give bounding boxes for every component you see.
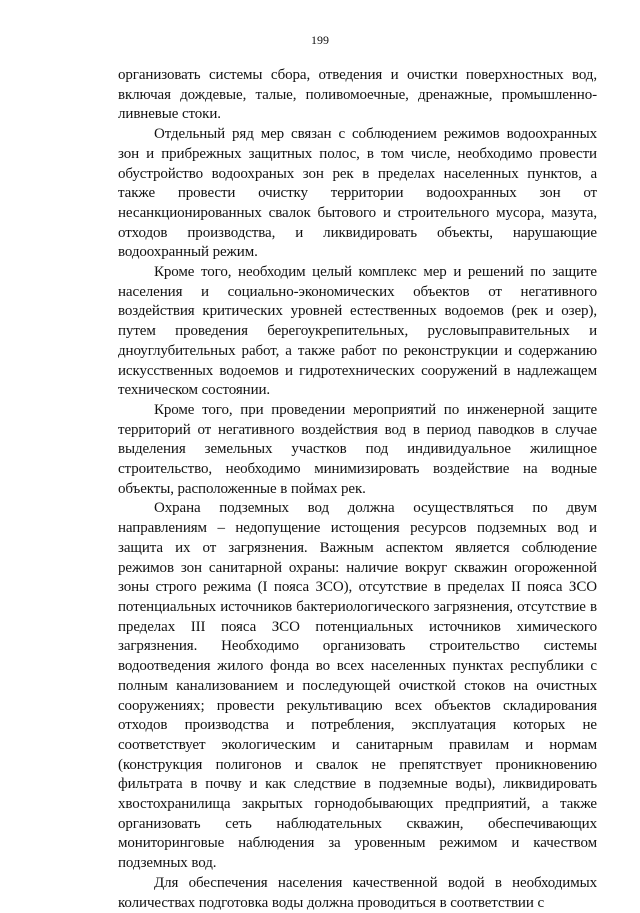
paragraph-stormwater: организовать системы сбора, отведения и очистки поверхностных вод, включая дождевые, талые, поливомоечные, дренажные, промышленно-ливневые стоки. bbox=[118, 67, 597, 123]
paragraph-flood-protection-measures: Кроме того, необходим целый комплекс мер и решений по защите населения и социально-экономических объектов от негативного воздействия критических уровней естественных водоемов (рек и озер), путем проведения берегоукрепительных, русловыправительных и дноуглубительных работ, а также работ по реконструкции и содержанию искусственных водоемов и гидротехнических сооружений в надлежащем техническом состоянии. bbox=[118, 264, 597, 399]
paragraph-water-protection-zones: Отдельный ряд мер связан с соблюдением режимов водоохранных зон и прибрежных защитных полос, в том числе, необходимо провести обустройство водоохраных зон рек в пределах населенных пунктов, а также провести очистку территории водоохранных зон от несанкционированных свалок бытового и строительного мусора, мазута, отходов производства, и ликвидировать объекты, нарушающие водоохранный режим. bbox=[118, 126, 597, 261]
paragraph-engineering-protection: Кроме того, при проведении мероприятий по инженерной защите территорий от негативного воздействия вод в период паводков в случае выделения земельных участков под индивидуальное жилищное строительство, необходимо минимизировать воздействие на водные объекты, расположенные в поймах рек. bbox=[118, 401, 597, 497]
document-body bbox=[118, 66, 597, 913]
page-number: 199 bbox=[311, 33, 329, 47]
paragraph-water-supply: Для обеспечения населения качественной водой в необходимых количествах подготовка воды должна проводиться в соответствии с bbox=[118, 874, 597, 911]
paragraph-groundwater-protection: Охрана подземных вод должна осуществляться по двум направлениям – недопущение истощения ресурсов подземных вод и защита их от загрязнения. Важным аспектом является соблюдение режимов зон санитарной охраны: наличие вокруг скважин огороженной зоны строго режима (I пояса ЗСО), отсутствие в пределах II пояса ЗСО потенциальных источников бактериологического загрязнения, отсутствие в пределах III пояса ЗСО потенциальных источников химического загрязнения. Необходимо организовать строительство системы водоотведения жилого фонда во всех населенных пунктах республики с полным канализованием и последующей очисткой стоков на очистных сооружениях; провести рекультивацию всех объектов складирования отходов производства и потребления, эксплуатация которых не соответствует экологическим и санитарным правилам и нормам (конструкция полигонов и свалок не препятствует проникновению фильтрата в почву и как следствие в подземные воды), ликвидировать хвостохранилища закрытых горнодобывающих предприятий, а также организовать сеть наблюдательных скважин, обеспечивающих мониторинговые наблюдения за уровенным режимом и качеством подземных вод. bbox=[118, 500, 597, 872]
